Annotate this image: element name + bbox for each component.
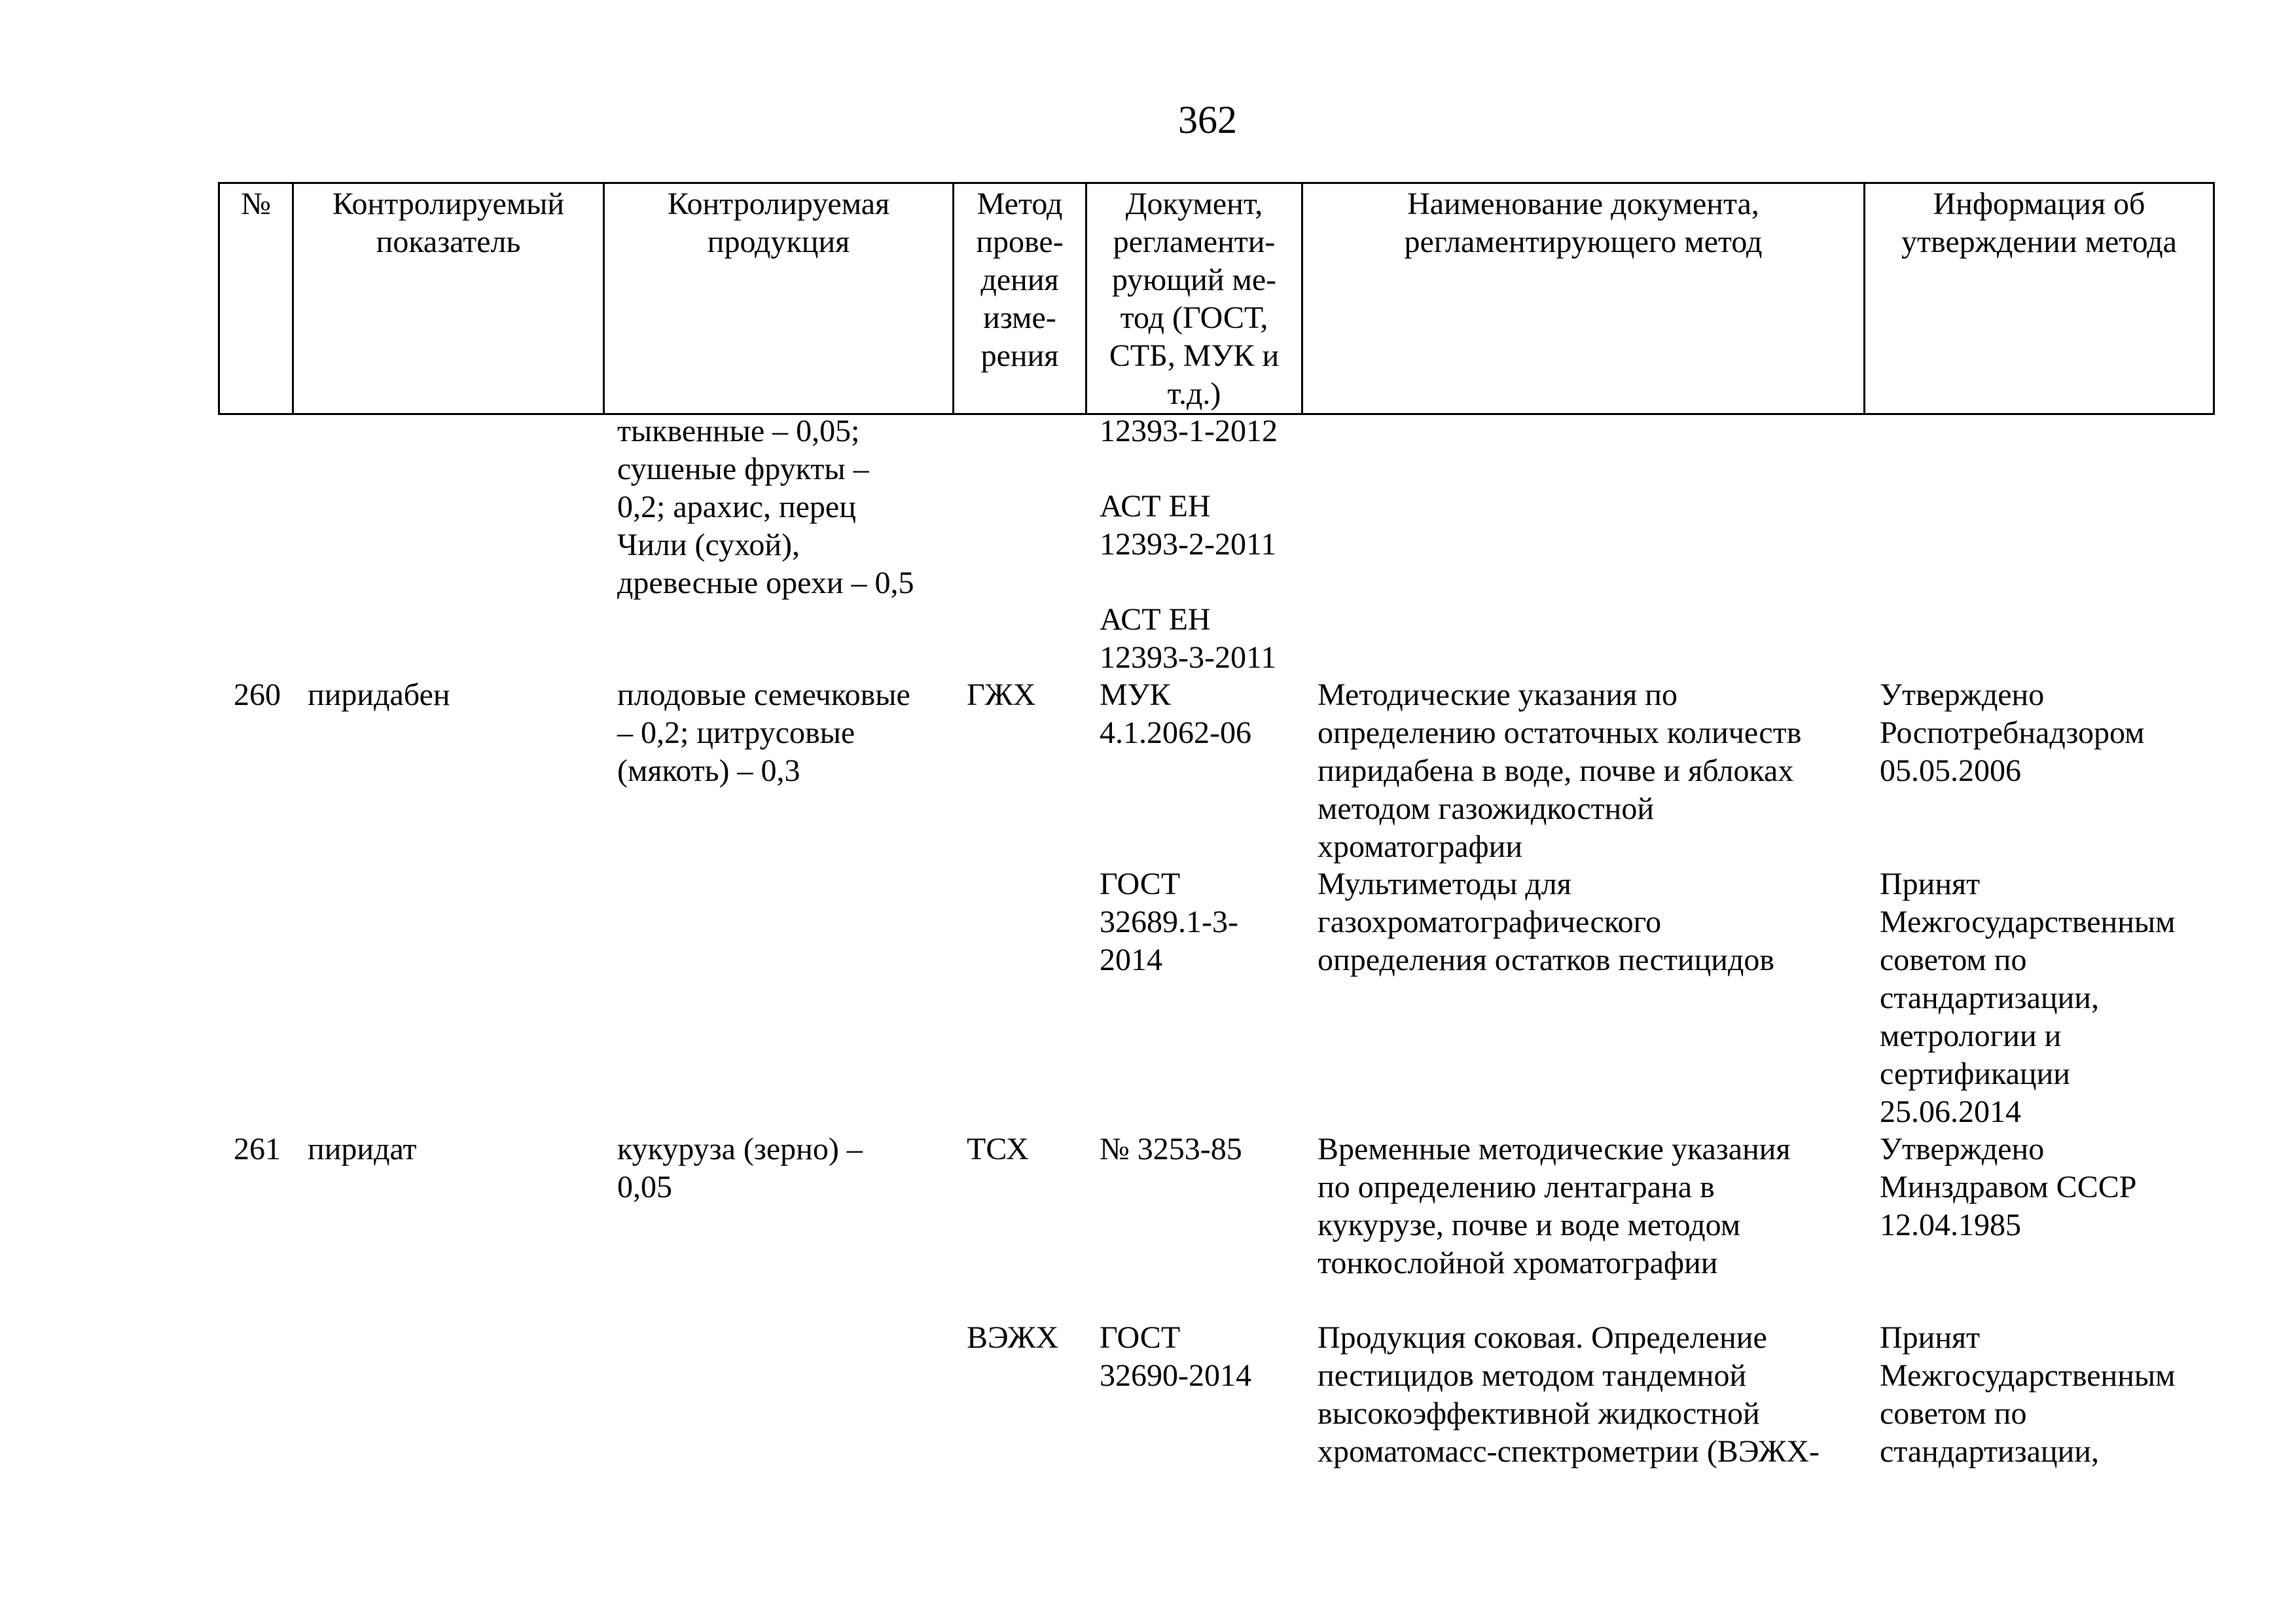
header-product: Контролируемая продукция bbox=[604, 183, 954, 414]
header-indicator: Контролируемый показатель bbox=[293, 183, 604, 414]
continuation-product: тыквенные – 0,05; сушеные фрукты – 0,2; арахис, перец Чили (сухой), древесные орехи – 0,5 bbox=[617, 414, 914, 600]
row-260-number: 260 bbox=[234, 677, 281, 712]
header-document-name: Наименование документа, регламентирующего метод bbox=[1302, 183, 1865, 414]
row-260-indicator: пиридабен bbox=[308, 677, 450, 712]
row-261-document-name-1: Временные методические указания по определению лентаграна в кукурузе, почве и воде методом тонкослойной хроматографии bbox=[1318, 1132, 1791, 1280]
row-260-document-1: МУК 4.1.2062-06 bbox=[1100, 677, 1251, 750]
row-261-number: 261 bbox=[234, 1132, 281, 1166]
header-approval: Информация об утверждении метода bbox=[1865, 183, 2214, 414]
row-261-approval-1: Утверждено Минздравом СССР 12.04.1985 bbox=[1880, 1132, 2137, 1242]
header-number: № bbox=[219, 183, 293, 414]
row-260-approval-2: Принят Межгосударственным советом по стандартизации, метрологии и сертификации 25.06.2014 bbox=[1880, 867, 2176, 1129]
table-header bbox=[218, 182, 2215, 415]
header-method: Метод прове- дения изме- рения bbox=[954, 183, 1086, 414]
continuation-document-1: 12393-1-2012 bbox=[1100, 414, 1278, 448]
row-261-indicator: пиридат bbox=[308, 1132, 417, 1166]
row-260-approval-1: Утверждено Роспотребнадзором 05.05.2006 bbox=[1880, 677, 2145, 788]
row-261-document-name-2: Продукция соковая. Определение пестицидов методом тандемной высокоэффективной жидкостной хроматомасс-спектрометрии (ВЭЖХ- bbox=[1318, 1320, 1820, 1469]
row-261-document-2: ГОСТ 32690-2014 bbox=[1100, 1320, 1251, 1393]
continuation-document-2: АСТ ЕН 12393-2-2011 bbox=[1100, 489, 1277, 562]
row-260-document-name-1: Методические указания по определению остаточных количеств пиридабена в воде, почве и яблоках методом газожидкостной хроматографии bbox=[1318, 677, 1802, 864]
row-260-document-name-2: Мультиметоды для газохроматографического определения остатков пестицидов bbox=[1318, 867, 1775, 977]
row-261-method-1: ТСХ bbox=[967, 1132, 1029, 1166]
continuation-document-3: АСТ ЕН 12393-3-2011 bbox=[1100, 602, 1277, 675]
header-document: Документ, регламенти- рующий ме- тод (ГОСТ, СТБ, МУК и т.д.) bbox=[1086, 183, 1302, 414]
page-number: 362 bbox=[1178, 98, 1237, 141]
row-260-product: плодовые семечковые – 0,2; цитрусовые (мякоть) – 0,3 bbox=[617, 677, 910, 788]
row-260-document-2: ГОСТ 32689.1-3- 2014 bbox=[1100, 867, 1238, 977]
row-261-method-2: ВЭЖХ bbox=[967, 1320, 1059, 1355]
row-261-approval-2: Принят Межгосударственным советом по стандартизации, bbox=[1880, 1320, 2176, 1469]
row-261-document-1: № 3253-85 bbox=[1100, 1132, 1242, 1166]
row-260-method-1: ГЖХ bbox=[967, 677, 1036, 712]
row-261-product: кукуруза (зерно) – 0,05 bbox=[617, 1132, 863, 1204]
